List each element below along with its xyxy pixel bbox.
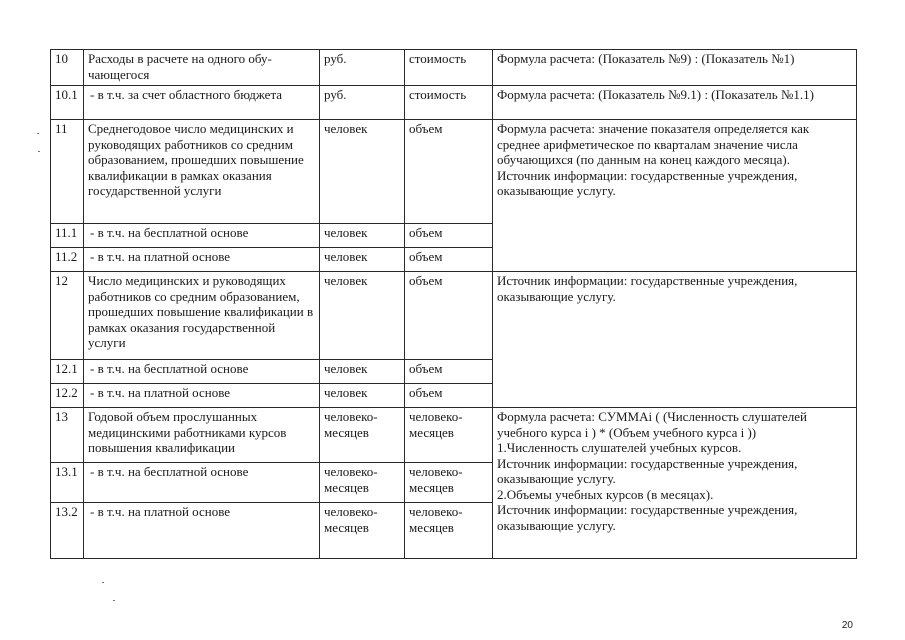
calculation-note (493, 86, 857, 120)
calculation-note (493, 120, 857, 272)
indicator-type: объем (405, 120, 493, 224)
unit: человек (320, 272, 405, 360)
unit: человек (320, 360, 405, 384)
unit: человеко-месяцев (320, 503, 405, 559)
indicator-type: объем (405, 272, 493, 360)
indicator-type: человеко-месяцев (405, 463, 493, 503)
note-line: Формула расчета: (Показатель №9) : (Показатель №1) (497, 51, 795, 66)
indicator-name: Число медицинских и руководящих работников со средним образованием, прошедших повышение квалификации в рамках оказания государственной услуги (84, 272, 320, 360)
indicator-name: Годовой объем прослушанных медицинскими работниками курсов повышения квалификации (84, 408, 320, 463)
row-number: 10 (51, 50, 84, 86)
indicator-type: стоимость (405, 86, 493, 120)
indicator-name: - в т.ч. на бесплатной основе (84, 360, 320, 384)
page-number: 20 (841, 620, 853, 631)
indicator-name: - в т.ч. на платной основе (84, 248, 320, 272)
note-line: Источник информации: государственные учреждения, оказывающие услугу. (497, 502, 798, 533)
calculation-note (493, 408, 857, 559)
indicator-type: объем (405, 248, 493, 272)
scan-speck (102, 582, 104, 583)
unit: человек (320, 384, 405, 408)
indicator-name: - в т.ч. за счет областного бюджета (84, 86, 320, 120)
indicator-type: объем (405, 360, 493, 384)
unit: человеко-месяцев (320, 463, 405, 503)
table-row (51, 86, 857, 120)
indicator-type: стоимость (405, 50, 493, 86)
indicator-name: Расходы в расчете на одного обу-чающегося (84, 50, 320, 86)
indicator-name: Среднегодовое число медицинских и руководящих работников со средним образованием, прошедших повышение квалификации в рамках оказания государственной услуги (84, 120, 320, 224)
row-number: 11.1 (51, 224, 84, 248)
unit: человеко-месяцев (320, 408, 405, 463)
note-line: Формула расчета: СУММАi ( (Численность слушателей учебного курса i ) * (Объем учебного курса i )) (497, 409, 807, 440)
table-row (51, 272, 857, 360)
indicator-name: - в т.ч. на платной основе (84, 384, 320, 408)
row-number: 12 (51, 272, 84, 360)
note-line: Формула расчета: значение показателя определяется как среднее арифметическое по кварталам значение числа обучающихся (по данным на конец каждого месяца). (497, 121, 810, 167)
row-number: 11.2 (51, 248, 84, 272)
note-line: Источник информации: государственные учреждения, оказывающие услугу. (497, 455, 798, 486)
calculation-note (493, 272, 857, 408)
indicator-name: - в т.ч. на бесплатной основе (84, 463, 320, 503)
indicator-name: - в т.ч. на платной основе (84, 503, 320, 559)
row-number: 11 (51, 120, 84, 224)
row-number: 10.1 (51, 86, 84, 120)
unit: руб. (320, 86, 405, 120)
indicator-type: объем (405, 224, 493, 248)
note-line: 1.Численность слушателей учебных курсов. (497, 440, 742, 455)
indicator-type: объем (405, 384, 493, 408)
indicator-name: - в т.ч. на бесплатной основе (84, 224, 320, 248)
unit: человек (320, 224, 405, 248)
note-line: 2.Объемы учебных курсов (в месяцах). (497, 486, 714, 502)
scan-speck (113, 600, 115, 601)
scan-speck (38, 151, 40, 152)
unit: человек (320, 248, 405, 272)
row-number: 13 (51, 408, 84, 463)
indicators-table (50, 49, 857, 559)
row-number: 12.1 (51, 360, 84, 384)
note-line: Источник информации: государственные учреждения, оказывающие услугу. (497, 167, 798, 198)
table-row (51, 120, 857, 224)
indicator-type: человеко-месяцев (405, 408, 493, 463)
note-line: Формула расчета: (Показатель №9.1) : (Показатель №1.1) (497, 87, 814, 102)
table-row (51, 50, 857, 86)
row-number: 12.2 (51, 384, 84, 408)
scan-speck (37, 133, 39, 134)
note-line: Источник информации: государственные учреждения, оказывающие услугу. (497, 273, 798, 304)
table-row (51, 408, 857, 463)
indicator-type: человеко-месяцев (405, 503, 493, 559)
calculation-note (493, 50, 857, 86)
unit: руб. (320, 50, 405, 86)
row-number: 13.2 (51, 503, 84, 559)
unit: человек (320, 120, 405, 224)
row-number: 13.1 (51, 463, 84, 503)
